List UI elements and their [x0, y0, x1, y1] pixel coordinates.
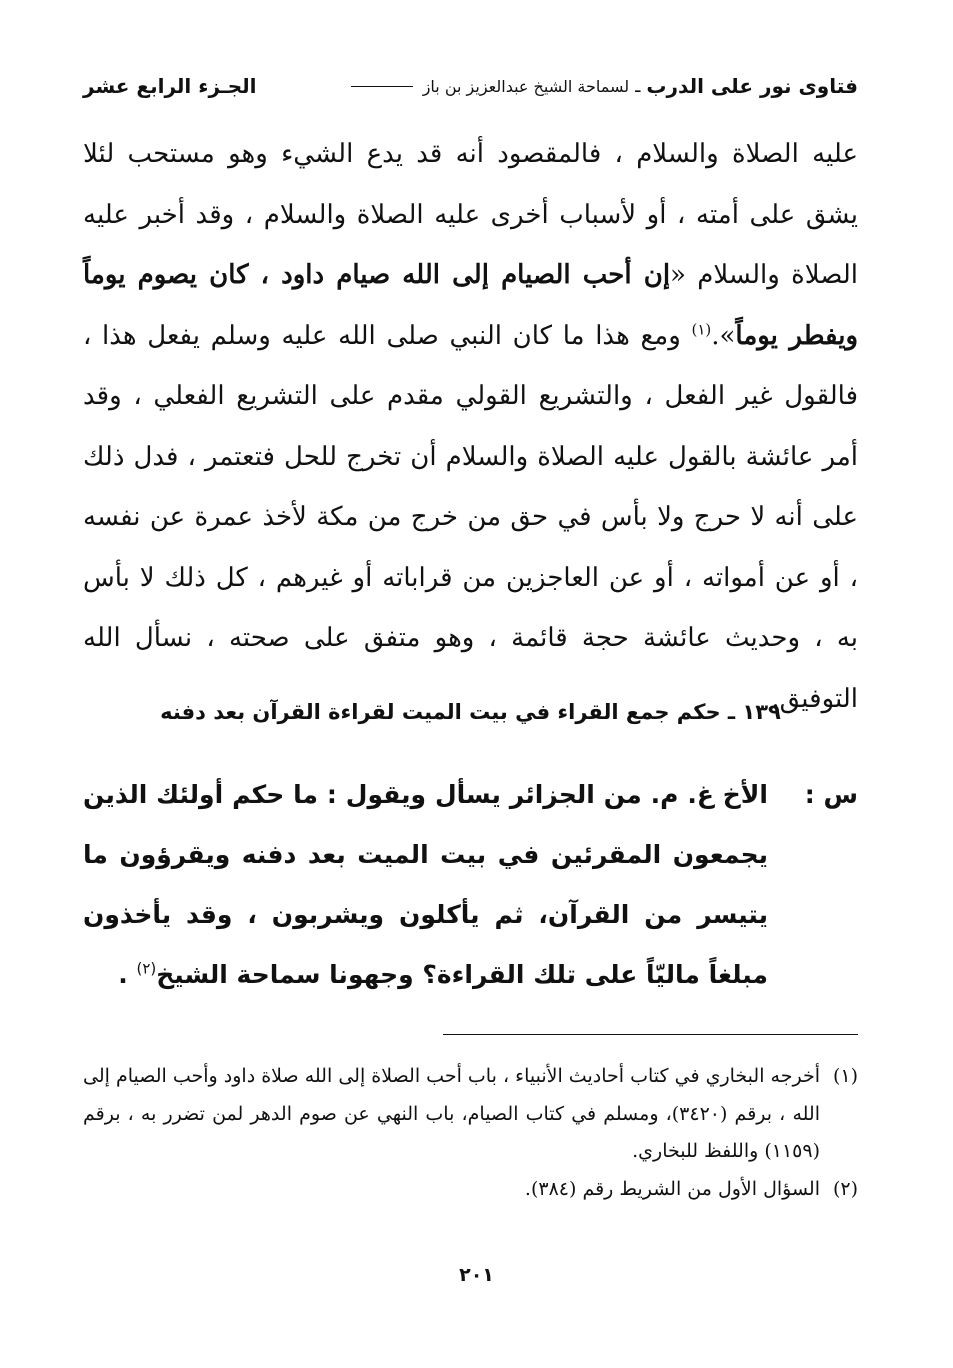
question-block — [83, 765, 858, 1005]
question-prefix: س : — [804, 780, 858, 809]
quote-close: ». — [711, 320, 736, 351]
footnote-text: أخرجه البخاري في كتاب أحاديث الأنبياء ، باب أحب الصلاة إلى الله صلاة داود وأحب الصيام إلى الله ، برقم (٣٤٢٠)، ومسلم في كتاب الصيام، باب النهي عن صوم الدهر لمن تضرر به ، برقم (١١٥٩) واللفظ للبخاري. — [83, 1065, 820, 1162]
question-paragraph — [83, 765, 858, 1005]
hadith-quote: إن أحب الصيام إلى الله صيام داود ، كان يصوم يوماً ويفطر يوماً — [83, 260, 858, 351]
body-text-rest: ومع هذا ما كان النبي صلى الله عليه وسلم يفعل هذا ، فالقول غير الفعل ، والتشريع القولي مقدم على التشريع الفعلي ، وقد أمر عائشة بالقول عليه الصلاة والسلام أن تخرج للحل فتعتمر ، فدل ذلك على أنه لا حرج ولا بأس في حق من خرج من مكة لأخذ عمرة عن نفسه ، أو عن أمواته ، أو عن العاجزين من قراباته أو غيرهم ، كل ذلك لا بأس به ، وحديث عائشة حجة قائمة ، وهو متفق على صحته ، نسأل الله التوفيق. — [83, 320, 859, 714]
running-header — [83, 66, 858, 106]
running-header-title-group — [347, 74, 858, 98]
footnote-marker: (١) — [832, 1065, 858, 1087]
footnote-text: السؤال الأول من الشريط رقم (٣٨٤). — [524, 1177, 820, 1200]
footnote-ref-1: (١) — [691, 319, 712, 338]
footnote-item — [83, 1058, 858, 1171]
body-paragraph — [83, 124, 858, 729]
volume-part: الجـزء الرابع عشر — [83, 74, 257, 98]
page-number: ٢٠١ — [459, 1264, 494, 1286]
book-title: فتاوى نور على الدرب — [646, 74, 858, 98]
fatwa-heading: ١٣٩ ـ حكم جمع القراء في بيت الميت لقراءة القرآن بعد دفنه — [160, 700, 781, 724]
footnote-item — [83, 1171, 858, 1209]
header-dash: ـ — [635, 75, 641, 97]
footnote-separator — [443, 1034, 858, 1035]
footnote-marker: (٢) — [832, 1177, 858, 1200]
footnote-ref-2: (٢) — [136, 959, 157, 978]
question-text: الأخ غ. م. من الجزائر يسأل ويقول : ما حكم أولئك الذين يجمعون المقرئين في بيت الميت بعد دفنه ويقرؤون ما يتيسر من القرآن، ثم يأكلون ويشربون ، وقد يأخذون مبلغاً ماليّاً على تلك القراءة؟ وجهونا سماحة الشيخ — [83, 780, 768, 989]
question-end: . — [118, 960, 137, 989]
author-name: لسماحة الشيخ عبدالعزيز بن باز — [422, 76, 630, 96]
footnotes — [83, 1058, 858, 1208]
header-rule — [351, 86, 413, 87]
answer-continuation — [83, 124, 858, 729]
body-text-start: عليه الصلاة والسلام ، فالمقصود أنه قد يدع الشيء وهو مستحب لئلا يشق على أمته ، أو لأسباب أخرى عليه الصلاة والسلام ، وقد أخبر عليه الصلاة والسلام « — [83, 139, 858, 290]
